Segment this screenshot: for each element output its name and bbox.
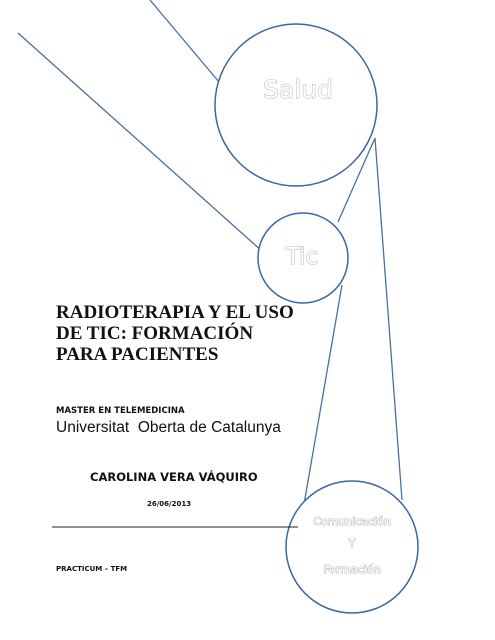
document-date: 26/06/2013: [147, 500, 192, 508]
connector-line-right: [375, 138, 402, 500]
university-name: Universitat Oberta de Catalunya: [56, 419, 281, 436]
title-line: PARA PACIENTES: [56, 344, 219, 365]
author-name: CAROLINA VERA VÁQUIRO: [90, 470, 258, 484]
connector-line-top: [150, 0, 219, 82]
circle-word-tic: Tic: [285, 244, 319, 270]
circle-word-y: Y: [348, 537, 356, 550]
circle-salud: [215, 24, 377, 186]
document-title: [56, 302, 316, 365]
circle-word-formacion: Formación: [323, 563, 381, 576]
circle-word-comunicacion: Comunicación: [313, 515, 391, 528]
title-line: DE TIC: FORMACIÓN: [56, 323, 254, 344]
circle-word-salud: Salud: [263, 75, 333, 104]
program-name: MASTER EN TELEMEDICINA: [56, 406, 185, 416]
title-line: RADIOTERAPIA Y EL USO: [56, 302, 294, 323]
footer-label: PRACTICUM – TFM: [56, 565, 128, 573]
